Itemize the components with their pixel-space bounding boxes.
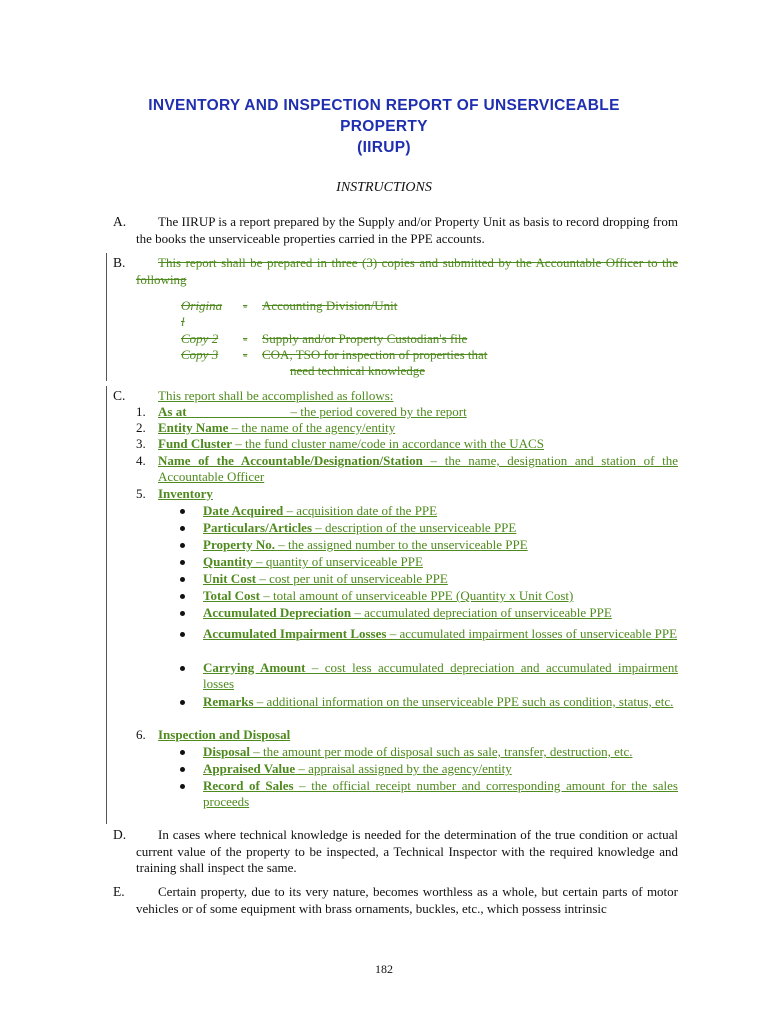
bullet-desc: – appraisal assigned by the agency/entity bbox=[295, 761, 512, 776]
revision-bar-c bbox=[106, 386, 107, 824]
bullet-dot bbox=[180, 784, 185, 789]
inventory-bullet-particulars bbox=[203, 520, 678, 536]
item-2 bbox=[158, 420, 678, 436]
bullet-dot bbox=[180, 509, 185, 514]
inventory-bullet-date-acquired bbox=[203, 503, 678, 519]
disposal-bullet-record-of-sales bbox=[203, 778, 678, 810]
bullet-dot bbox=[180, 526, 185, 531]
copy-2-dash: - bbox=[243, 331, 248, 346]
inventory-bullet-remarks bbox=[203, 694, 678, 710]
bullet-dot bbox=[180, 767, 185, 772]
bullet-term: Remarks bbox=[203, 694, 254, 709]
bullet-term: Record of Sales bbox=[203, 778, 294, 793]
item-3-term: Fund Cluster bbox=[158, 436, 233, 451]
item-6-term: Inspection and Disposal bbox=[158, 727, 291, 742]
item-1-number: 1. bbox=[136, 404, 146, 419]
bullet-desc: – acquisition date of the PPE bbox=[283, 503, 438, 518]
item-5 bbox=[158, 486, 678, 502]
bullet-dot bbox=[180, 594, 185, 599]
revision-bar-b bbox=[106, 253, 107, 381]
copy-original-dash: - bbox=[243, 298, 248, 313]
bullet-term: Particulars/Articles bbox=[203, 520, 313, 535]
section-c-letter: C. bbox=[113, 388, 126, 403]
item-5-term: Inventory bbox=[158, 486, 213, 501]
bullet-dot bbox=[180, 666, 185, 671]
bullet-dot bbox=[180, 632, 185, 637]
bullet-dot bbox=[180, 611, 185, 616]
bullet-desc: – accumulated impairment losses of unserviceable PPE bbox=[386, 626, 678, 641]
item-2-desc: – the name of the agency/entity bbox=[228, 420, 396, 435]
bullet-term: Total Cost bbox=[203, 588, 260, 603]
bullet-desc: – description of the unserviceable PPE bbox=[312, 520, 517, 535]
section-d-paragraph bbox=[136, 827, 678, 877]
item-1-term: As at _______________ bbox=[158, 404, 288, 419]
page-number: 182 bbox=[375, 962, 393, 976]
item-5-number: 5. bbox=[136, 486, 146, 501]
section-b-letter: B. bbox=[113, 255, 126, 270]
copy-original-label: Origina bbox=[181, 298, 223, 313]
section-c-intro bbox=[136, 388, 678, 405]
bullet-term: Accumulated Depreciation bbox=[203, 605, 352, 620]
section-b-text: This report shall be prepared in three (3) copies and submitted by the Accountable Officer to the following bbox=[136, 255, 678, 287]
bullet-desc: – accumulated depreciation of unserviceable PPE bbox=[351, 605, 612, 620]
bullet-desc: – cost less accumulated depreciation and accumulated impairment losses bbox=[203, 660, 678, 691]
report-title-line-2: PROPERTY bbox=[340, 118, 428, 135]
section-a-text: The IIRUP is a report prepared by the Supply and/or Property Unit as basis to record dropping from the books the unserviceable properties carried in the PPE accounts. bbox=[136, 214, 678, 246]
copy-3-dash: - bbox=[243, 347, 248, 362]
inventory-bullet-total-cost bbox=[203, 588, 678, 604]
bullet-term: Quantity bbox=[203, 554, 253, 569]
disposal-bullet-appraised-value bbox=[203, 761, 678, 777]
bullet-dot bbox=[180, 700, 185, 705]
bullet-term: Property No. bbox=[203, 537, 275, 552]
inventory-bullet-quantity bbox=[203, 554, 678, 570]
item-3-desc: – the fund cluster name/code in accordance with the UACS bbox=[232, 436, 544, 451]
bullet-dot bbox=[180, 750, 185, 755]
disposal-bullet-disposal bbox=[203, 744, 678, 760]
copy-original-label-tail: l bbox=[181, 314, 185, 329]
bullet-desc: – the assigned number to the unserviceable PPE bbox=[274, 537, 528, 552]
inventory-bullet-property-no bbox=[203, 537, 678, 553]
copy-3-desc: COA, TSO for inspection of properties that bbox=[262, 347, 488, 362]
bullet-desc: – the official receipt number and corresponding amount for the sales proceeds bbox=[203, 778, 678, 809]
section-c-intro-text: This report shall be accomplished as follows: bbox=[158, 388, 394, 403]
inventory-bullet-accum-impairment bbox=[203, 626, 678, 642]
inventory-bullet-accum-depreciation bbox=[203, 605, 678, 621]
section-e-letter: E. bbox=[113, 884, 125, 899]
report-title-line-1: INVENTORY AND INSPECTION REPORT OF UNSERVICEABLE bbox=[148, 97, 620, 114]
section-b-paragraph bbox=[136, 255, 678, 288]
bullet-term: Carrying Amount bbox=[203, 660, 306, 675]
item-4-number: 4. bbox=[136, 453, 146, 468]
copy-2-desc: Supply and/or Property Custodian's file bbox=[262, 331, 468, 346]
item-2-number: 2. bbox=[136, 420, 146, 435]
section-a-paragraph bbox=[136, 214, 678, 247]
copy-original-desc: Accounting Division/Unit bbox=[262, 298, 398, 313]
bullet-desc: – the amount per mode of disposal such as sale, transfer, destruction, etc. bbox=[249, 744, 633, 759]
section-e-text: Certain property, due to its very nature, becomes worthless as a whole, but certain parts of motor vehicles or of some equipment with brass ornaments, buckles, etc., which possess intrinsic bbox=[136, 884, 678, 916]
bullet-desc: – additional information on the unserviceable PPE such as condition, status, etc. bbox=[253, 694, 674, 709]
section-a-letter: A. bbox=[113, 214, 127, 229]
inventory-bullet-carrying-amount bbox=[203, 660, 678, 692]
bullet-desc: – total amount of unserviceable PPE (Quantity x Unit Cost) bbox=[259, 588, 574, 603]
section-e-paragraph bbox=[136, 884, 678, 917]
bullet-dot bbox=[180, 543, 185, 548]
instructions-heading: INSTRUCTIONS bbox=[336, 180, 432, 195]
section-d-text: In cases where technical knowledge is needed for the determination of the true condition or actual current value of the property to be inspected, a Technical Inspector with the required knowledge and training shall inspect the same. bbox=[136, 827, 678, 875]
copy-2-label: Copy 2 bbox=[181, 331, 219, 346]
report-title-line-3: (IIRUP) bbox=[357, 139, 411, 156]
bullet-desc: – cost per unit of unserviceable PPE bbox=[256, 571, 448, 586]
item-4 bbox=[158, 453, 678, 485]
section-d-letter: D. bbox=[113, 827, 127, 842]
item-3-number: 3. bbox=[136, 436, 146, 451]
item-6-number: 6. bbox=[136, 727, 146, 742]
copy-3-desc-cont: need technical knowledge bbox=[290, 363, 425, 378]
bullet-desc: – quantity of unserviceable PPE bbox=[252, 554, 423, 569]
bullet-term: Unit Cost bbox=[203, 571, 257, 586]
copy-3-label: Copy 3 bbox=[181, 347, 219, 362]
bullet-term: Appraised Value bbox=[203, 761, 296, 776]
bullet-term: Date Acquired bbox=[203, 503, 284, 518]
item-4-desc: – the name, designation and station of the Accountable Officer bbox=[158, 453, 678, 484]
item-4-term: Name of the Accountable/Designation/Station bbox=[158, 453, 423, 468]
item-6 bbox=[158, 727, 678, 743]
bullet-term: Accumulated Impairment Losses bbox=[203, 626, 387, 641]
inventory-bullet-unit-cost bbox=[203, 571, 678, 587]
item-3 bbox=[158, 436, 678, 452]
bullet-dot bbox=[180, 560, 185, 565]
bullet-term: Disposal bbox=[203, 744, 250, 759]
item-1-desc: – the period covered by the report bbox=[287, 404, 467, 419]
item-1 bbox=[158, 404, 678, 420]
bullet-dot bbox=[180, 577, 185, 582]
item-2-term: Entity Name bbox=[158, 420, 229, 435]
